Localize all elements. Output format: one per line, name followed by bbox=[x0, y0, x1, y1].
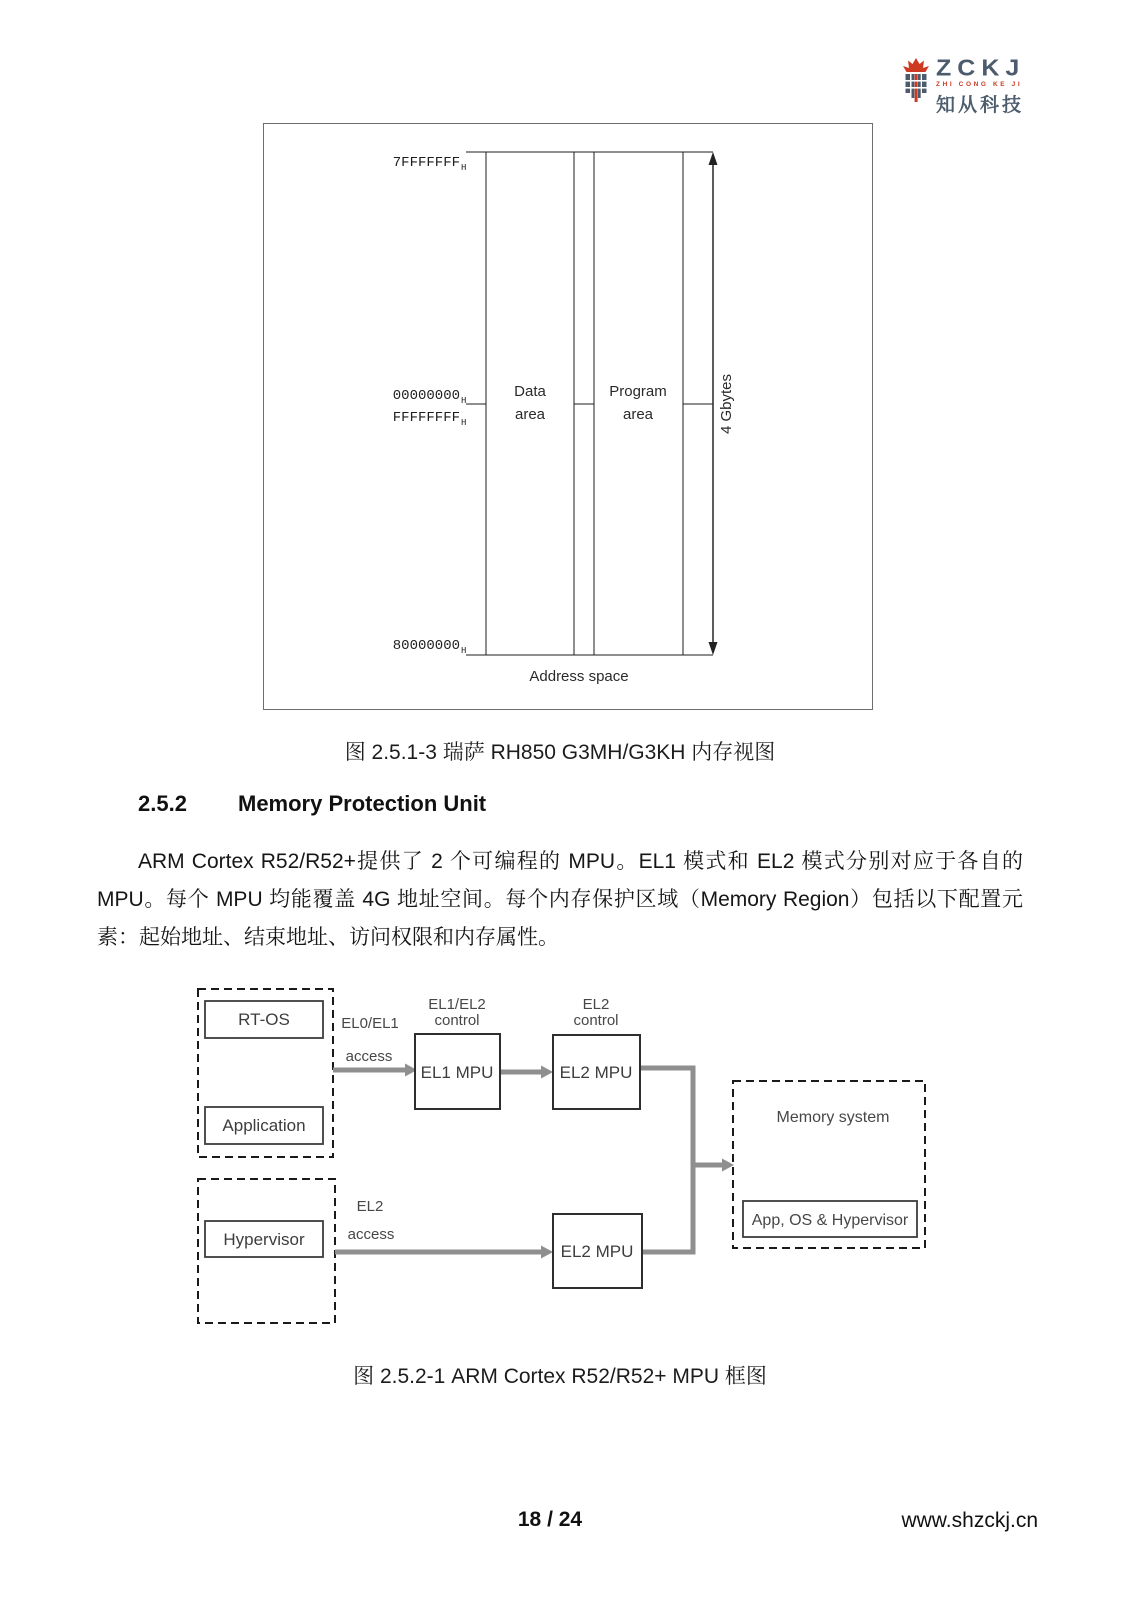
figure1-caption: 图 2.5.1-3 瑞萨 RH850 G3MH/G3KH 内存视图 bbox=[344, 741, 776, 764]
program-area-label-line2: area bbox=[622, 406, 654, 423]
el0-el1-access-label-line2: access bbox=[345, 1048, 393, 1065]
addr-sub-wrap-high: H bbox=[461, 396, 467, 406]
logo-pinyin-text: ZHI CONG KE JI bbox=[936, 81, 1023, 88]
addr-sub-top: H bbox=[461, 163, 467, 173]
addr-label-wrap-high: 00000000 bbox=[392, 388, 460, 404]
addr-label-top: 7FFFFFFF bbox=[392, 155, 460, 171]
el2-access-label-line2: access bbox=[347, 1226, 395, 1243]
el2-access-label-line1: EL2 bbox=[356, 1198, 384, 1215]
memory-system-label: Memory system bbox=[776, 1109, 890, 1126]
addr-sub-wrap-low: H bbox=[461, 418, 467, 428]
logo-emblem-icon bbox=[903, 58, 929, 104]
el2-mpu-bottom-label: EL2 MPU bbox=[560, 1242, 634, 1261]
page-number: 18 / 24 bbox=[517, 1508, 583, 1531]
app-os-hypervisor-label: App, OS & Hypervisor bbox=[751, 1212, 909, 1229]
el2-mpu-top-label: EL2 MPU bbox=[559, 1063, 633, 1082]
body-paragraph: ARM Cortex R52/R52+提供了 2 个可编程的 MPU。EL1 模式和 EL2 模式分别对应于各自的 MPU。每个 MPU 均能覆盖 4G 地址空间。每个内存保护区域（Memory Region）包括以下配置元素：起始地址、结束地址、访问权限和内存属性。 bbox=[97, 850, 1023, 949]
section-number: 2.5.2 bbox=[138, 791, 187, 816]
logo-chinese-text: 知从科技 bbox=[936, 95, 1025, 116]
address-space-label: Address space bbox=[529, 668, 629, 685]
addr-label-wrap-low: FFFFFFFF bbox=[392, 410, 460, 426]
section-title: Memory Protection Unit bbox=[238, 791, 487, 816]
figure2-caption: 图 2.5.2-1 ARM Cortex R52/R52+ MPU 框图 bbox=[353, 1365, 767, 1388]
application-label: Application bbox=[222, 1116, 306, 1135]
el1-mpu-label: EL1 MPU bbox=[420, 1063, 494, 1082]
el2-control-label-line1: EL2 bbox=[582, 996, 610, 1013]
rtos-label: RT-OS bbox=[238, 1010, 290, 1029]
memory-map-lines bbox=[466, 152, 713, 655]
hypervisor-label: Hypervisor bbox=[223, 1230, 305, 1249]
el1-el2-control-label-line2: control bbox=[434, 1012, 480, 1029]
website-url: www.shzckj.cn bbox=[901, 1509, 1038, 1532]
el1-el2-control-label-line1: EL1/EL2 bbox=[428, 996, 486, 1013]
el2-control-label-line2: control bbox=[573, 1012, 619, 1029]
logo-brand-text: ZCKJ bbox=[936, 55, 1026, 81]
addr-sub-bottom: H bbox=[461, 646, 467, 656]
el0-el1-access-label-line1: EL0/EL1 bbox=[341, 1015, 399, 1032]
data-area-label-line2: area bbox=[514, 406, 546, 423]
data-area-label-line1: Data bbox=[514, 383, 546, 400]
program-area-label-line1: Program bbox=[609, 383, 667, 400]
size-label-4gbytes: 4 Gbytes bbox=[718, 373, 735, 435]
addr-label-bottom: 80000000 bbox=[392, 638, 460, 654]
company-logo bbox=[903, 55, 1026, 117]
mpu-block-diagram bbox=[190, 980, 935, 1332]
memory-map-figure bbox=[263, 123, 873, 710]
